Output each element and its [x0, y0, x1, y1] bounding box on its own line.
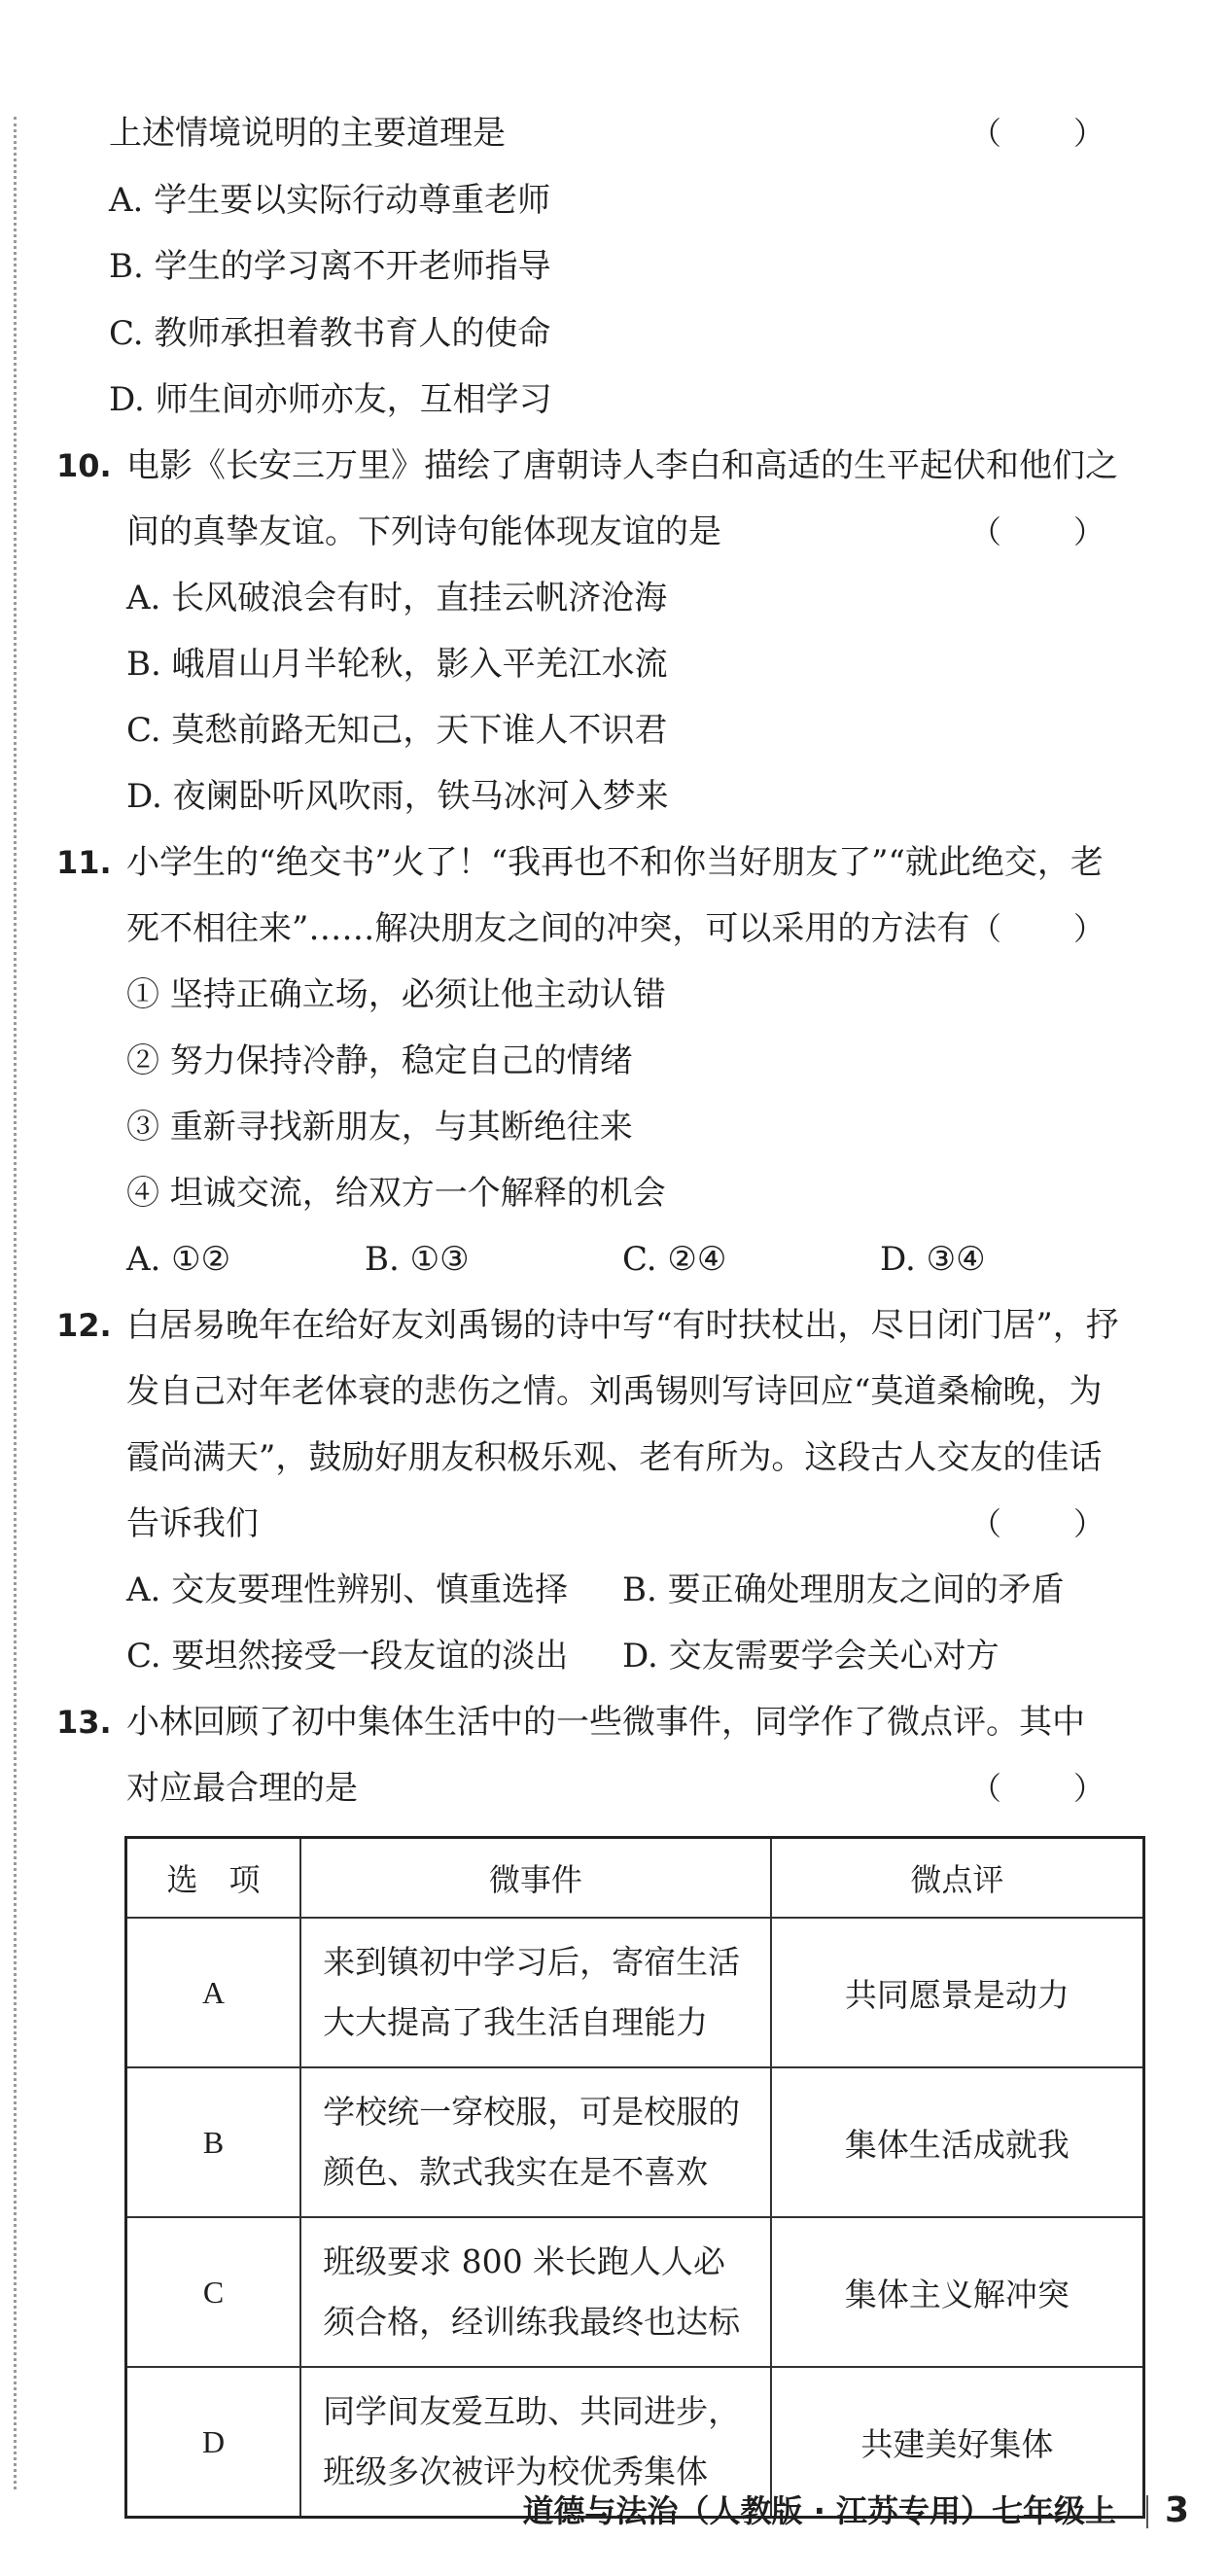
row-comment: 集体生活成就我	[771, 2067, 1144, 2217]
book-title: 道德与法治（人教版 · 江苏专用）七年级上	[522, 2492, 1116, 2529]
header-option: 选 项	[126, 1838, 301, 1919]
q10-option-b: B. 峨眉山月半轮秋，影入平羌江水流	[126, 645, 668, 684]
q9-option-c: C. 教师承担着教书育人的使命	[109, 314, 551, 353]
q11-options-row	[0, 1230, 1228, 1288]
q10-answer-paren: （ ）	[969, 513, 1136, 550]
q9-answer-paren: （ ）	[969, 115, 1136, 152]
q12-option-a: A. 交友要理性辨别、慎重选择	[126, 1570, 569, 1609]
q11-option-c: C. ②④	[622, 1240, 727, 1279]
q12-stem-line-3: 霞尚满天”，鼓励好朋友积极乐观、老有所为。这段古人交友的佳话	[126, 1438, 1103, 1477]
q13-answer-paren: （ ）	[969, 1770, 1136, 1807]
header-comment: 微点评	[771, 1838, 1144, 1919]
row-event: 学校统一穿校服，可是校服的 颜色、款式我实在是不喜欢	[300, 2067, 771, 2217]
row-event: 同学间友爱互助、共同进步， 班级多次被评为校优秀集体	[300, 2367, 771, 2518]
table-header-row	[126, 1838, 1144, 1919]
q11-stem-line-1: 11. 小学生的“绝交书”火了！“我再也不和你当好朋友了”“就此绝交，老	[0, 833, 1228, 892]
row-option: A	[126, 1918, 301, 2067]
q12-option-b: B. 要正确处理朋友之间的矛盾	[622, 1570, 1065, 1609]
q11-answer-paren: （ ）	[969, 910, 1136, 947]
header-event: 微事件	[300, 1838, 771, 1919]
table-row	[126, 2067, 1144, 2217]
row-option: C	[126, 2217, 301, 2367]
q11-item-3: ③ 重新寻找新朋友，与其断绝往来	[126, 1108, 633, 1147]
q9-option-d: D. 师生间亦师亦友，互相学习	[109, 380, 552, 419]
row-option: D	[126, 2367, 301, 2518]
q9-option-b: B. 学生的学习离不开老师指导	[109, 247, 551, 286]
q12-option-c: C. 要坦然接受一段友谊的淡出	[126, 1637, 569, 1676]
q10-number: 10.	[56, 447, 112, 484]
q11-stem-line-2: 死不相往来”……解决朋友之间的冲突，可以采用的方法有 （ ）	[0, 900, 1228, 958]
q12-number: 12.	[56, 1307, 112, 1344]
row-comment: 集体主义解冲突	[771, 2217, 1144, 2367]
q11-item-1: ① 坚持正确立场，必须让他主动认错	[126, 975, 666, 1014]
q12-options-row-1	[0, 1561, 1228, 1619]
page-footer	[0, 2482, 1228, 2540]
q11-item-2: ② 努力保持冷静，稳定自己的情绪	[126, 1041, 633, 1080]
q10-stem-line-2: 间的真挚友谊。下列诗句能体现友谊的是 （ ）	[0, 503, 1228, 561]
q13-number: 13.	[56, 1704, 112, 1741]
q9-stem: 上述情境说明的主要道理是	[109, 114, 506, 153]
q12-stem-line-1: 12. 白居易晚年在给好友刘禹锡的诗中写“有时扶杖出，尽日闭门居”，抒	[0, 1296, 1228, 1355]
row-event: 班级要求 800 米长跑人人必 须合格，经训练我最终也达标	[300, 2217, 771, 2367]
row-comment: 共同愿景是动力	[771, 1918, 1144, 2067]
q12-option-d: D. 交友需要学会关心对方	[622, 1637, 1000, 1676]
q9-stem-line	[0, 104, 1228, 162]
q11-item-4: ④ 坦诚交流，给双方一个解释的机会	[126, 1174, 666, 1213]
q10-stem-line-1: 10. 电影《长安三万里》描绘了唐朝诗人李白和高适的生平起伏和他们之	[0, 437, 1228, 495]
q11-option-b: B. ①③	[365, 1240, 470, 1279]
q12-answer-paren: （ ）	[969, 1505, 1136, 1542]
row-event: 来到镇初中学习后，寄宿生活 大大提高了我生活自理能力	[300, 1918, 771, 2067]
q11-option-a: A. ①②	[126, 1240, 231, 1279]
q12-stem-line-4: 告诉我们 （ ）	[0, 1495, 1228, 1553]
footer-divider	[1146, 2495, 1148, 2528]
row-comment: 共建美好集体	[771, 2367, 1144, 2518]
row-option: B	[126, 2067, 301, 2217]
q11-option-d: D. ③④	[880, 1240, 986, 1279]
table-row	[126, 2217, 1144, 2367]
q12-options-row-2	[0, 1627, 1228, 1685]
q10-option-c: C. 莫愁前路无知己，天下谁人不识君	[126, 711, 668, 750]
q13-stem-line-1: 13. 小林回顾了初中集体生活中的一些微事件，同学作了微点评。其中	[0, 1693, 1228, 1751]
q10-option-a: A. 长风破浪会有时，直挂云帆济沧海	[126, 579, 668, 618]
q9-option-a: A. 学生要以实际行动尊重老师	[109, 181, 551, 220]
q11-number: 11.	[56, 844, 112, 881]
table-row	[126, 1918, 1144, 2067]
q13-table	[124, 1836, 1145, 2519]
q10-option-d: D. 夜阑卧听风吹雨，铁马冰河入梦来	[126, 777, 669, 816]
q13-stem-line-2: 对应最合理的是 （ ）	[0, 1759, 1228, 1817]
q12-stem-line-2: 发自己对年老体衰的悲伤之情。刘禹锡则写诗回应“莫道桑榆晚，为	[126, 1372, 1103, 1411]
page-number: 3	[1164, 2490, 1189, 2530]
